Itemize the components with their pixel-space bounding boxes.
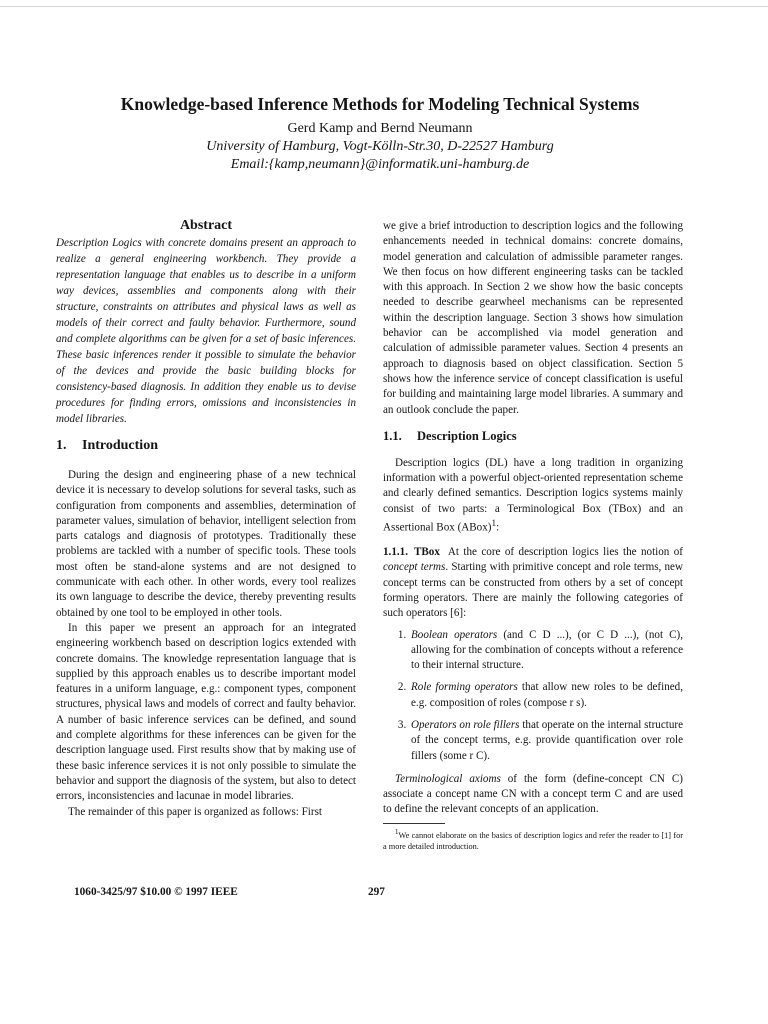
intro-paragraph-3: The remainder of this paper is organized as follows: First <box>68 805 322 818</box>
footnote-text: We cannot elaborate on the basics of description logics and refer the reader to [1] for a more detailed introduction. <box>383 830 683 851</box>
paper-title: Knowledge-based Inference Methods for Modeling Technical Systems <box>120 94 640 114</box>
author-affiliation: University of Hamburg, Vogt-Kölln-Str.30, D-22527 Hamburg <box>206 139 554 154</box>
dl-paragraph-text: Description logics (DL) have a long tradition in organizing information with a powerful object-oriented representation scheme and clearly defined semantics. Description logics systems mainly consist of two parts: a Terminological Box (TBox) and an Assertional Box (ABox) <box>383 456 683 534</box>
description-logics-paragraph <box>383 456 683 536</box>
footnote-number: 1 <box>395 828 399 836</box>
section-number: 1. <box>56 438 67 453</box>
subsection-title: Description Logics <box>417 428 517 443</box>
section-heading-introduction <box>56 437 356 455</box>
tbox-number: 1.1.1. <box>383 546 408 559</box>
intro-paragraph-2: In this paper we present an approach for an integrated engineering workbench based on description logics extended with concrete domains. The knowledge representation language that is supplied by this approach enables us to describe important model features in a uniform language, e.g.: component types, component structures, physical laws and models of correct and faulty behavior. A number of basic inference services can be defined, and sound and complete algorithms for these inferences can be given for the description language used. First results show that by making use of these basic inference services it is not only possible to simulate the behavior and support the diagnosis of the system, but also to detect errors, inconsistencies and lacunae in model libraries. <box>56 621 356 803</box>
intro-paragraph-1: During the design and engineering phase of a new technical device it is necessary to develop solutions for several tasks, such as configuration from components and assemblies, determination of parameter values, simulation of behavior, intelligent selection from parts catalogs and diagnosis of prototypes. Traditionally these problems are tackled with a number of specific tools. These tools most often be stand-alone systems and are not designed to communicate with each other. In other words, every tool realizes its own language to describe the device, thereby preventing results obtained by one tool to be employed in other tools. <box>56 469 356 619</box>
operator-name: Boolean operators <box>411 628 498 641</box>
operator-list <box>383 628 683 764</box>
tbox-heading <box>383 546 440 558</box>
intro-continuation: we give a brief introduction to description logics and the following enhancements needed in technical domains: concrete domains, model generation and calculation of admissible parameter ranges. We then focus on how different engineering tasks can be tackled with this approach. In Section 2 we show how the basic concepts needed to describe gearwheel mechanisms can be represented within the description language. Section 3 shows how simulation behavior can be accomplished via model generation and calculation of admissible parameter values. Section 4 presents an approach to diagnosis based on object classification. Section 5 shows how the inference service of concept classification is useful for building and maintaining large model libraries. A summary and an outlook conclude the paper. <box>383 220 683 416</box>
page-number: 297 <box>368 886 385 898</box>
top-border-line <box>0 6 768 7</box>
subsection-heading-description-logics <box>383 428 683 444</box>
tbox-title: TBox <box>413 546 440 559</box>
axioms-term: Terminological axioms <box>395 772 501 785</box>
footnote-divider <box>383 823 445 824</box>
abstract-heading: Abstract <box>179 218 233 233</box>
footnote-marker[interactable]: 1 <box>491 519 497 530</box>
right-column <box>383 219 683 852</box>
dl-paragraph-end: : <box>496 521 500 534</box>
footer-issn: 1060-3425/97 $10.00 © 1997 IEEE <box>74 886 238 898</box>
operator-description: (and C D ...), (or C D ...), (not C), allowing for the combination of concepts without a reference to their internal structure. <box>411 628 683 672</box>
list-item <box>409 718 683 764</box>
tbox-paragraph <box>383 545 683 621</box>
subsection-number: 1.1. <box>383 428 402 443</box>
operator-name: Role forming operators <box>411 681 518 694</box>
tbox-text-after: . Starting with primitive concept and role terms, new concept terms can be constructed from others by a set of concept forming operators. There are mainly the following categories of such operators [6]: <box>383 561 683 620</box>
title-block <box>60 93 700 174</box>
axioms-text: of the form (define-concept CN C) associate a concept name CN with a concept term C and are used to define the relevant concepts of an application. <box>383 772 683 816</box>
paper-authors: Gerd Kamp and Bernd Neumann <box>287 121 473 136</box>
left-column <box>56 217 356 820</box>
footnote <box>383 827 683 852</box>
section-title: Introduction <box>82 438 158 453</box>
operator-description: that allow new roles to be defined, e.g. composition of roles (compose r s). <box>411 681 683 709</box>
author-email: Email:{kamp,neumann}@informatik.uni-hamburg.de <box>230 157 530 172</box>
abstract-text: Description Logics with concrete domains present an approach to realize a general engineering workbench. They provide a representation language that enables us to describe in a uniform way devices, assemblies and components along with their structure, constraints on attributes and physical laws as well as models of their correct and faulty behavior. Furthermore, sound and complete algorithms can be given for a set of basic inferences. These basic inferences render it possible to simulate the behavior of the devices and provide the basic building blocks for consistency-based diagnosis. In addition they enable us to devise procedures for finding errors, omissions and inconsistencies in model libraries. <box>56 237 356 425</box>
axioms-paragraph <box>383 772 683 818</box>
operator-description: that operate on the internal structure of the concept terms, e.g. provide quantification over role fillers (some r C). <box>411 719 683 762</box>
list-item <box>409 680 683 711</box>
list-item <box>409 628 683 674</box>
tbox-text-before: At the core of description logics lies the notion of <box>447 546 683 559</box>
operator-name: Operators on role fillers <box>411 719 520 731</box>
tbox-term: concept terms <box>383 561 446 574</box>
